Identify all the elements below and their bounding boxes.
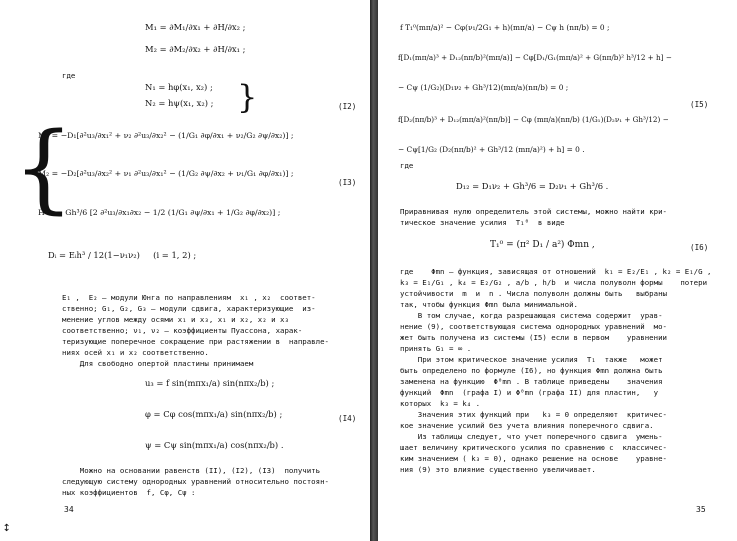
equation-n1: N₁ = hφ(x₁, x₂) ; <box>145 82 213 92</box>
page-number-right: 35 <box>696 505 706 514</box>
equation-number-16: (I6) <box>690 243 709 252</box>
paragraph-determinant: Приравнивая нулю определитель этой системы, можно найти кри- тическое значение усилия T₁⁰ в виде <box>400 207 667 227</box>
equation-d: Dᵢ = Eᵢh³ / 12(1−ν₁ν₂) (i = 1, 2) ; <box>48 250 197 260</box>
equation-16: T₁⁰ = (π² D₁ / a²) Φmn , <box>490 240 595 250</box>
equation-14-u3: u₃ = f sin(mπx₁/a) sin(nπx₂/b) ; <box>145 378 275 388</box>
equation-13-m1: M₁ = −D₁[∂²u₃/∂x₁² + ν₂ ∂²u₃/∂x₂² − (1/G₁ ∂φ/∂x₁ + ν₂/G₂ ∂ψ/∂x₂)] ; <box>38 131 294 140</box>
equation-m2: M₂ = ∂M₂/∂x₂ + ∂H/∂x₁ ; <box>145 44 246 54</box>
equation-number-14: (I4) <box>338 414 357 423</box>
equation-13-m2: M₂ = −D₂[∂²u₃/∂x₂² + ν₁ ∂²u₃/∂x₁² − (1/G₂ ∂ψ/∂x₂ + ν₁/G₁ ∂φ/∂x₁)] ; <box>38 169 294 178</box>
paragraph-system: Можно на основании равенств (II), (I2), (I3) получить следующую систему однородных уравнений относительно постоян- ных коэффициентов f, Cφ, Cψ : <box>62 466 329 497</box>
equation-15-line2: f[D₁(mπ/a)³ + D₁₂(nπ/b)²(mπ/a)] − Cφ[D₁/G₁(mπ/a)² + G(nπ/b)² h³/12 + h] − <box>398 53 672 62</box>
right-page <box>378 0 737 541</box>
brace-12: } <box>237 78 258 116</box>
equation-15-line1: f T₁⁰(mπ/a)² − Cφ(ν₁/2G₁ + h)(mπ/a) − Cψ h (nπ/b) = 0 ; <box>400 23 610 32</box>
page-number-left: 34 <box>64 505 74 514</box>
equation-number-13: (I3) <box>338 178 357 187</box>
equation-15-line3: − Cψ (1/G₂)(D₁ν₂ + Gh³/12)(mπ/a)(nπ/b) = 0 ; <box>398 83 569 92</box>
equation-15-line4: f[D₂(nπ/b)³ + D₁₂(mπ/a)²(nπ/b)] − Cφ (mπ/a)(nπ/b) (1/G₁)(D₂ν₁ + Gh³/12) − <box>398 115 669 124</box>
brace-13: { <box>13 112 75 224</box>
paragraph-function: где Φmn – функция, зависящая от отношений k₁ = E₂/E₁ , k₂ = E₁/G , k₃ = E₁/G₁ , k₄ = E₂/G₂ , a/b , h/b и числа полуволн формы потери устойчивости m и n . Числа полуволн должны быть выбраны так, чтобы функция Φmn была минимальной. В том случае, когда разрешающая система содержит урав- нение (9), соответствующая система однородных уравнений мо- жет быть получена из системы (I5) если в первом уравнении принять G₁ = ∞ . При этом критическое значение усилия T₁ также может быть определено по формуле (I6), но функция Φmn должна быть заменена на функцию Φ⁰mn . В таблице приведены значения функций Φmn (графа I) и Φ⁰mn (графа II) для пластин, у которых k₃ = k₄ . Значения этих функций при k₃ = 0 определяют критичес- кое значение усилий без учета влияния поперечного сдвига. Из таблицы следует, что учет поперечного сдвига умень- шает величину критического усилия по сравнению с классичес- ким значением ( k₃ = 0), однако решение на основе уравне- ния (9) это влияние существенно увеличивает. <box>400 267 712 474</box>
equation-14-phi: φ = Cφ cos(mπx₁/a) sin(nπx₂/b) ; <box>145 409 283 419</box>
book-spine <box>370 0 378 541</box>
equation-n2: N₂ = hψ(x₁, x₂) ; <box>145 98 214 108</box>
paragraph-moduli: E₁ , E₂ – модули Юнга по направлениям x₁ , x₂ соответ- ственно; G₁, G₂, G₃ – модули сдвига, характеризующие из- менение углов между осями x₁ и x₃, x₁ и x₂, x₂ и x₃ соответственно; ν₁, ν₂ – коэффициенты Пуассона, харак- теризующие поперечное сокращение при растяжении в направле- ниях осей x₁ и x₂ соответственно. Для свободно опертой пластины принимаем <box>62 293 329 368</box>
word-gde: где <box>62 71 76 80</box>
word-gde-right: где <box>400 161 414 170</box>
margin-mark: ↔ <box>0 523 12 532</box>
equation-m1: M₁ = ∂M₁/∂x₁ + ∂H/∂x₂ ; <box>145 22 246 32</box>
equation-13-h: H = − Gh³/6 [2 ∂²u₃/∂x₁∂x₂ − 1/2 (1/G₁ ∂ψ/∂x₁ + 1/G₂ ∂φ/∂x₂)] ; <box>38 208 281 217</box>
equation-number-12: (I2) <box>338 102 357 111</box>
equation-15-line5: − Cψ[1/G₂ (D₂(nπ/b)² + Gh³/12 (mπ/a)²) + h] = 0 . <box>398 145 585 154</box>
equation-d12: D₁₂ = D₁ν₂ + Gh³/6 = D₂ν₁ + Gh³/6 . <box>456 181 609 191</box>
equation-number-15: (I5) <box>690 100 709 109</box>
equation-14-psi: ψ = Cψ sin(mπx₁/a) cos(nπx₂/b) . <box>145 440 284 450</box>
